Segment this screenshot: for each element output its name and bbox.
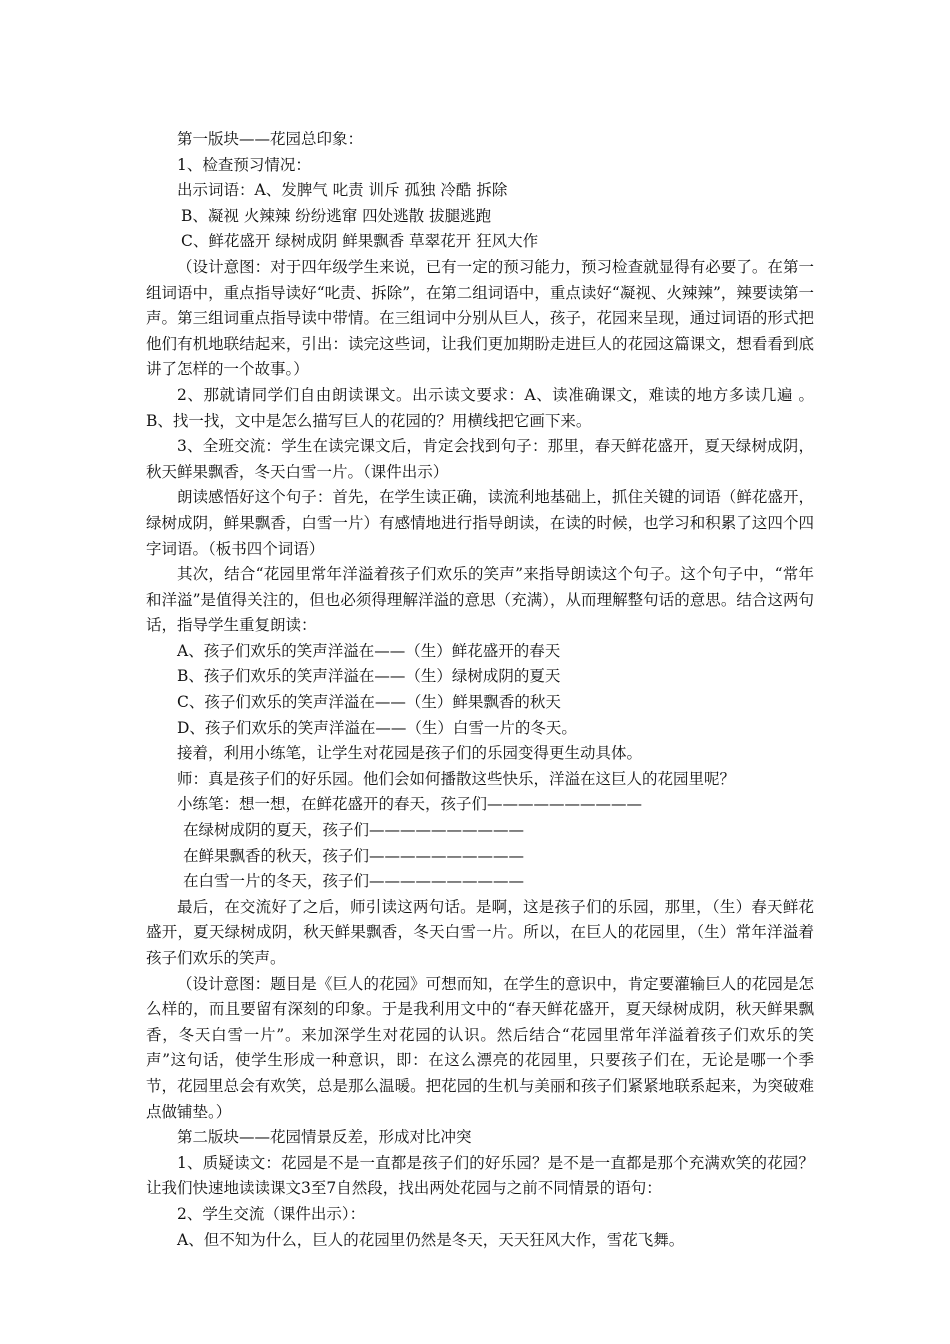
reading-line: B、孩子们欢乐的笑声洋溢在——（生）绿树成阴的夏天 (177, 667, 561, 686)
section-heading-2: 第二版块——花园情景反差，形成对比冲突 (177, 1128, 472, 1147)
step-heading: 1、检查预习情况： (177, 155, 311, 174)
writing-exercise-line: 小练笔：想一想，在鲜花盛开的春天，孩子们—————————— (177, 795, 643, 814)
section-heading-1: 第一版块——花园总印象： (177, 130, 364, 148)
vocab-list-c: C、鲜花盛开 绿树成阴 鲜果飘香 草翠花开 狂风大作 (181, 232, 539, 251)
reading-line: C、孩子们欢乐的笑声洋溢在——（生）鲜果飘香的秋天 (177, 693, 561, 712)
body-paragraph: 其次，结合“花园里常年洋溢着孩子们欢乐的笑声”来指导朗读这个句子。这个句子中，“常年和洋溢”是值得关注的，但也必须得理解洋溢的意思（充满），从而理解整句话的意思。结合这两句话，指导学生重复朗读： (146, 565, 814, 635)
writing-exercise-line: 在白雪一片的冬天，孩子们—————————— (183, 872, 525, 891)
body-paragraph: 师：真是孩子们的好乐园。他们会如何播散这些快乐，洋溢在这巨人的花园里呢？ (177, 769, 736, 788)
step-heading: 2、学生交流（课件出示）： (177, 1204, 366, 1223)
writing-exercise-line: 在绿树成阴的夏天，孩子们—————————— (183, 821, 525, 840)
reading-line: D、孩子们欢乐的笑声洋溢在——（生）白雪一片的冬天。 (177, 718, 577, 737)
vocab-list-a: 出示词语：A、发脾气 叱责 训斥 孤独 冷酷 拆除 (177, 181, 508, 200)
body-paragraph: 1、质疑读文：花园是不是一直都是孩子们的好乐园？是不是一直都是那个充满欢笑的花园？让我们快速地读读课文3至7自然段，找出两处花园与之前不同情景的语句： (146, 1153, 814, 1198)
body-paragraph: 最后，在交流好了之后，师引读这两句话。是啊，这是孩子们的乐园，那里，（生）春天鲜花盛开，夏天绿树成阴，秋天鲜果飘香，冬天白雪一片。所以，在巨人的花园里，（生）常年洋溢着孩子们欢乐的笑声。 (146, 897, 814, 967)
design-intent-paragraph: （设计意图：题目是《巨人的花园》可想而知，在学生的意识中，肯定要灌输巨人的花园是怎么样的，而且要留有深刻的印象。于是我利用文中的“春天鲜花盛开，夏天绿树成阴，秋天鲜果飘香，冬天白雪一片”。来加深学生对花园的认识。然后结合“花园里常年洋溢着孩子们欢乐的笑声”这句话，使学生形成一种意识，即：在这么漂亮的花园里，只要孩子们在，无论是哪一个季节，花园里总会有欢笑，总是那么温暖。把花园的生机与美丽和孩子们紧紧地联系起来，为突破难点做铺垫。） (146, 974, 814, 1121)
reading-line: A、孩子们欢乐的笑声洋溢在——（生）鲜花盛开的春天 (177, 641, 561, 660)
design-intent-paragraph: （设计意图：对于四年级学生来说，已有一定的预习能力，预习检查就显得有必要了。在第一组词语中，重点指导读好“叱责、拆除”，在第二组词语中，重点读好“凝视、火辣辣”，辣要读第一声。第三组词重点指导读中带情。在三组词中分别从巨人，孩子，花园来呈现，通过词语的形式把他们有机地联结起来，引出：读完这些词，让我们更加期盼走进巨人的花园这篇课文，想看看到底讲了怎样的一个故事。） (146, 257, 814, 379)
writing-exercise-line: 在鲜果飘香的秋天，孩子们—————————— (183, 846, 525, 865)
quote-line: A、但不知为什么，巨人的花园里仍然是冬天，天天狂风大作，雪花飞舞。 (177, 1230, 685, 1249)
body-paragraph: 2、那就请同学们自由朗读课文。出示读文要求：A、读准确课文，难读的地方多读几遍 。B、找一找，文中是怎么描写巨人的花园的？用横线把它画下来。 (146, 385, 814, 430)
body-paragraph: 3、全班交流：学生在读完课文后，肯定会找到句子：那里，春天鲜花盛开，夏天绿树成阴，秋天鲜果飘香，冬天白雪一片。（课件出示） (146, 437, 814, 481)
document-body (146, 127, 814, 1253)
vocab-list-b: B、凝视 火辣辣 纷纷逃窜 四处逃散 拔腿逃跑 (181, 206, 492, 225)
body-paragraph: 朗读感悟好这个句子：首先，在学生读正确，读流利地基础上，抓住关键的词语（鲜花盛开，绿树成阴，鲜果飘香，白雪一片）有感情地进行指导朗读，在读的时候，也学习和积累了这四个四字词语。（板书四个词语） (146, 488, 814, 558)
body-paragraph: 接着，利用小练笔，让学生对花园是孩子们的乐园变得更生动具体。 (177, 744, 643, 763)
